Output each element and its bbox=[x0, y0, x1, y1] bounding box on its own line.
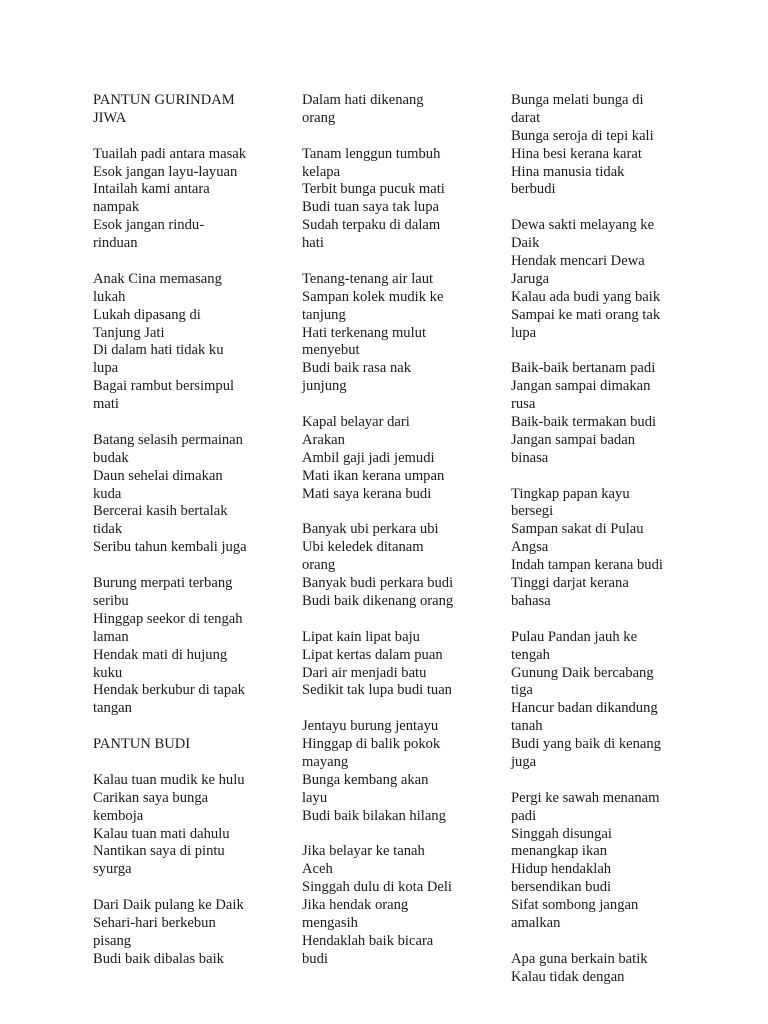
text-line: orang bbox=[302, 109, 336, 126]
text-line: Terbit bunga pucuk mati bbox=[302, 181, 445, 198]
text-line: menangkap ikan bbox=[511, 843, 608, 860]
text-column-3 bbox=[511, 92, 663, 1004]
text-line: Kalau tuan mudik ke hulu bbox=[93, 771, 245, 788]
text-line: berbudi bbox=[511, 181, 556, 198]
text-line: Mati ikan kerana umpan bbox=[302, 467, 445, 484]
text-line: Lipat kain lipat baju bbox=[302, 628, 420, 645]
stanza bbox=[511, 217, 663, 342]
stanza bbox=[93, 92, 247, 128]
stanza bbox=[302, 271, 453, 396]
text-line: Burung merpati terbang bbox=[93, 575, 233, 592]
text-line: Hinggap di balik pokok bbox=[302, 736, 441, 753]
text-line: Apa guna berkain batik bbox=[511, 950, 648, 967]
stanza bbox=[511, 92, 663, 199]
text-line: Seribu tahun kembali juga bbox=[93, 539, 247, 556]
text-line: mengasih bbox=[302, 914, 358, 931]
text-line: Hancur badan dikandung bbox=[511, 700, 658, 717]
text-line: Sehari-hari berkebun bbox=[93, 914, 216, 931]
text-line: Ubi keledek ditanam bbox=[302, 539, 424, 556]
text-line: tanah bbox=[511, 718, 543, 735]
text-line: Hendak mati di hujung bbox=[93, 646, 228, 663]
text-line: Kapal belayar dari bbox=[302, 414, 410, 431]
text-line: Hendak berkubur di tapak bbox=[93, 682, 245, 699]
stanza bbox=[93, 897, 247, 969]
text-line: syurga bbox=[93, 861, 132, 878]
text-line: JIWA bbox=[93, 109, 127, 126]
text-line: Banyak ubi perkara ubi bbox=[302, 521, 439, 538]
text-line: Tanam lenggun tumbuh bbox=[302, 145, 441, 162]
text-line: Hina besi kerana karat bbox=[511, 145, 642, 162]
text-line: Tenang-tenang air laut bbox=[302, 270, 434, 287]
text-line: amalkan bbox=[511, 914, 561, 931]
stanza bbox=[302, 629, 453, 701]
text-line: budi bbox=[302, 950, 328, 967]
text-line: Jangan sampai dimakan bbox=[511, 378, 651, 395]
text-line: Sudah terpaku di dalam bbox=[302, 217, 441, 234]
stanza bbox=[302, 718, 453, 825]
text-line: budak bbox=[93, 449, 129, 466]
text-line: Tuailah padi antara masak bbox=[93, 145, 247, 162]
text-line: Anak Cina memasang bbox=[93, 270, 222, 287]
text-line: Jaruga bbox=[511, 270, 550, 287]
text-line: Jentayu burung jentayu bbox=[302, 718, 439, 735]
text-line: Budi tuan saya tak lupa bbox=[302, 199, 439, 216]
text-line: Hendaklah baik bicara bbox=[302, 932, 434, 949]
text-line: Bercerai kasih bertalak bbox=[93, 503, 228, 520]
stanza bbox=[93, 575, 247, 718]
text-line: Kalau tidak dengan bbox=[511, 968, 625, 985]
text-line: binasa bbox=[511, 449, 549, 466]
text-line: tengah bbox=[511, 646, 550, 663]
text-line: tidak bbox=[93, 521, 123, 538]
stanza bbox=[302, 521, 453, 610]
text-line: Dari Daik pulang ke Daik bbox=[93, 897, 244, 914]
text-line: Indah tampan kerana budi bbox=[511, 557, 663, 574]
text-line: Dari air menjadi batu bbox=[302, 664, 427, 681]
text-line: junjung bbox=[302, 378, 347, 395]
text-line: Tingkap papan kayu bbox=[511, 485, 630, 502]
text-line: Daik bbox=[511, 235, 540, 252]
stanza bbox=[93, 271, 247, 414]
text-line: lupa bbox=[511, 324, 537, 341]
text-line: Daun sehelai dimakan bbox=[93, 467, 223, 484]
text-line: kelapa bbox=[302, 163, 341, 180]
text-line: Tanjung Jati bbox=[93, 324, 165, 341]
text-line: kuda bbox=[93, 485, 122, 502]
text-line: Jika hendak orang bbox=[302, 897, 409, 914]
text-line: tangan bbox=[93, 700, 132, 717]
text-line: laman bbox=[93, 628, 129, 645]
text-line: bersegi bbox=[511, 503, 554, 520]
text-line: hati bbox=[302, 235, 324, 252]
stanza bbox=[302, 414, 453, 503]
text-line: Aceh bbox=[302, 861, 333, 878]
stanza bbox=[93, 772, 247, 879]
text-line: menyebut bbox=[302, 342, 360, 359]
text-line: Budi baik dibalas baik bbox=[93, 950, 224, 967]
stanza bbox=[302, 92, 453, 128]
text-line: Hidup hendaklah bbox=[511, 861, 612, 878]
text-line: rinduan bbox=[93, 235, 138, 252]
text-line: Di dalam hati tidak ku bbox=[93, 342, 224, 359]
text-line: Pulau Pandan jauh ke bbox=[511, 628, 638, 645]
text-line: Bagai rambut bersimpul bbox=[93, 378, 235, 395]
text-line: tanjung bbox=[302, 306, 346, 323]
text-line: Esok jangan rindu- bbox=[93, 217, 205, 234]
text-line: mayang bbox=[302, 753, 349, 770]
text-line: kuku bbox=[93, 664, 123, 681]
text-line: Bunga melati bunga di bbox=[511, 92, 644, 108]
text-line: bersendikan budi bbox=[511, 879, 612, 896]
text-line: orang bbox=[302, 557, 336, 574]
text-line: Esok jangan layu-layuan bbox=[93, 163, 238, 180]
text-line: Pergi ke sawah menanam bbox=[511, 789, 660, 806]
stanza bbox=[93, 432, 247, 557]
text-line: juga bbox=[511, 753, 537, 770]
text-line: PANTUN BUDI bbox=[93, 736, 191, 753]
text-line: layu bbox=[302, 789, 328, 806]
text-line: Gunung Daik bercabang bbox=[511, 664, 654, 681]
text-line: Bunga seroja di tepi kali bbox=[511, 127, 654, 144]
text-line: Intailah kami antara bbox=[93, 181, 210, 198]
text-line: mati bbox=[93, 396, 119, 413]
text-column-2 bbox=[302, 92, 453, 987]
text-line: Jangan sampai badan bbox=[511, 431, 636, 448]
text-line: PANTUN GURINDAM bbox=[93, 92, 235, 108]
text-line: tiga bbox=[511, 682, 533, 699]
text-line: Dewa sakti melayang ke bbox=[511, 217, 655, 234]
text-line: Ambil gaji jadi jemudi bbox=[302, 449, 435, 466]
text-line: Jika belayar ke tanah bbox=[302, 843, 425, 860]
text-line: Bunga kembang akan bbox=[302, 771, 429, 788]
text-line: lupa bbox=[93, 360, 119, 377]
text-line: Batang selasih permainan bbox=[93, 431, 243, 448]
text-line: Sampan kolek mudik ke bbox=[302, 288, 444, 305]
text-line: Sedikit tak lupa budi tuan bbox=[302, 682, 452, 699]
text-line: Hati terkenang mulut bbox=[302, 324, 427, 341]
stanza bbox=[302, 843, 453, 968]
text-line: Carikan saya bunga bbox=[93, 789, 209, 806]
text-line: Singgah disungai bbox=[511, 825, 612, 842]
text-line: Singgah dulu di kota Deli bbox=[302, 879, 452, 896]
text-line: Arakan bbox=[302, 431, 345, 448]
text-line: Nantikan saya di pintu bbox=[93, 843, 225, 860]
stanza bbox=[511, 629, 663, 772]
text-line: bahasa bbox=[511, 592, 551, 609]
text-line: Hina manusia tidak bbox=[511, 163, 625, 180]
text-line: seribu bbox=[93, 592, 129, 609]
text-line: Lukah dipasang di bbox=[93, 306, 201, 323]
stanza bbox=[511, 360, 663, 467]
stanza bbox=[511, 790, 663, 933]
text-line: Lipat kertas dalam puan bbox=[302, 646, 443, 663]
text-line: Sampan sakat di Pulau bbox=[511, 521, 644, 538]
text-line: Baik-baik termakan budi bbox=[511, 414, 657, 431]
text-line: rusa bbox=[511, 396, 536, 413]
text-line: Angsa bbox=[511, 539, 549, 556]
text-line: Budi yang baik di kenang bbox=[511, 736, 661, 753]
text-line: Kalau tuan mati dahulu bbox=[93, 825, 230, 842]
stanza bbox=[93, 736, 247, 754]
text-line: Kalau ada budi yang baik bbox=[511, 288, 661, 305]
text-line: Mati saya kerana budi bbox=[302, 485, 432, 502]
stanza bbox=[511, 486, 663, 611]
text-line: Hinggap seekor di tengah bbox=[93, 610, 243, 627]
text-line: Budi baik rasa nak bbox=[302, 360, 412, 377]
text-line: Sampai ke mati orang tak bbox=[511, 306, 661, 323]
text-line: Banyak budi perkara budi bbox=[302, 575, 454, 592]
stanza bbox=[302, 146, 453, 253]
text-line: Sifat sombong jangan bbox=[511, 897, 639, 914]
text-line: nampak bbox=[93, 199, 140, 216]
text-line: Budi baik dikenang orang bbox=[302, 592, 454, 609]
text-line: Budi baik bilakan hilang bbox=[302, 807, 446, 824]
stanza bbox=[93, 146, 247, 253]
stanza bbox=[511, 951, 663, 987]
text-line: Dalam hati dikenang bbox=[302, 92, 424, 108]
text-line: Hendak mencari Dewa bbox=[511, 253, 645, 270]
text-line: padi bbox=[511, 807, 537, 824]
text-line: darat bbox=[511, 109, 541, 126]
text-column-1 bbox=[93, 92, 247, 987]
text-line: lukah bbox=[93, 288, 126, 305]
text-line: pisang bbox=[93, 932, 132, 949]
text-line: Tinggi darjat kerana bbox=[511, 575, 629, 592]
text-line: Baik-baik bertanam padi bbox=[511, 360, 656, 377]
text-line: kemboja bbox=[93, 807, 144, 824]
